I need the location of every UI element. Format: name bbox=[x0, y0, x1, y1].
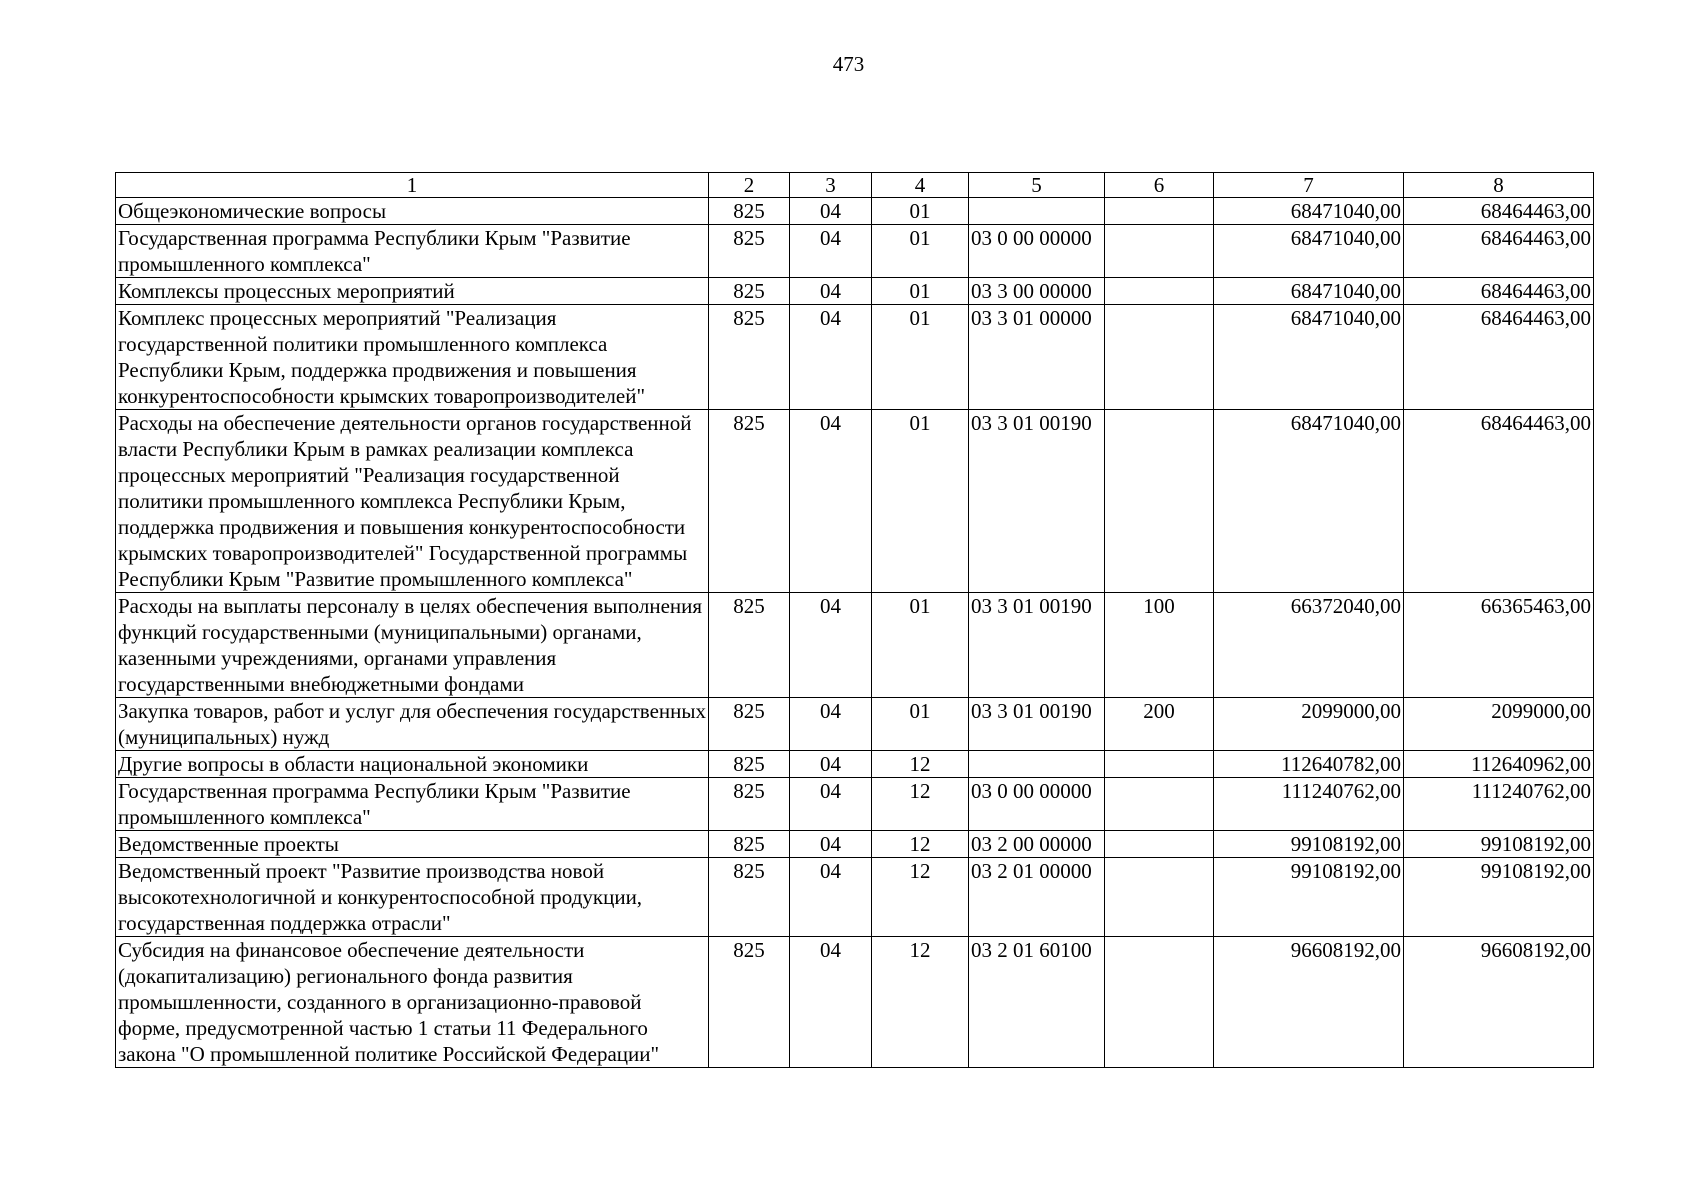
row-name-cell: Ведомственные проекты bbox=[116, 831, 709, 858]
row-expense-type-cell bbox=[1105, 937, 1214, 1068]
row-section-cell: 04 bbox=[790, 593, 872, 698]
row-section-cell: 04 bbox=[790, 858, 872, 937]
row-target-article-cell: 03 3 01 00000 bbox=[969, 305, 1105, 410]
table-row bbox=[116, 410, 1594, 593]
table-body bbox=[116, 173, 1594, 1068]
row-target-article-cell: 03 2 00 00000 bbox=[969, 831, 1105, 858]
row-subsection-cell: 12 bbox=[872, 751, 969, 778]
row-amount-7-cell: 111240762,00 bbox=[1214, 778, 1404, 831]
row-subsection-cell: 01 bbox=[872, 278, 969, 305]
row-amount-7-cell: 2099000,00 bbox=[1214, 698, 1404, 751]
row-name-cell: Государственная программа Республики Крым "Развитие промышленного комплекса" bbox=[116, 778, 709, 831]
row-expense-type-cell bbox=[1105, 225, 1214, 278]
row-admin-code-cell: 825 bbox=[709, 778, 790, 831]
row-target-article-cell: 03 2 01 60100 bbox=[969, 937, 1105, 1068]
row-admin-code-cell: 825 bbox=[709, 937, 790, 1068]
row-name-cell: Другие вопросы в области национальной экономики bbox=[116, 751, 709, 778]
row-amount-8-cell: 96608192,00 bbox=[1404, 937, 1594, 1068]
row-subsection-cell: 01 bbox=[872, 225, 969, 278]
row-admin-code-cell: 825 bbox=[709, 278, 790, 305]
row-admin-code-cell: 825 bbox=[709, 305, 790, 410]
row-amount-7-cell: 99108192,00 bbox=[1214, 858, 1404, 937]
row-subsection-cell: 12 bbox=[872, 937, 969, 1068]
row-amount-8-cell: 68464463,00 bbox=[1404, 305, 1594, 410]
row-subsection-cell: 12 bbox=[872, 858, 969, 937]
header-cell: 8 bbox=[1404, 173, 1594, 198]
table-row bbox=[116, 278, 1594, 305]
row-section-cell: 04 bbox=[790, 937, 872, 1068]
row-target-article-cell bbox=[969, 751, 1105, 778]
row-target-article-cell bbox=[969, 198, 1105, 225]
row-expense-type-cell: 100 bbox=[1105, 593, 1214, 698]
row-section-cell: 04 bbox=[790, 305, 872, 410]
row-section-cell: 04 bbox=[790, 778, 872, 831]
row-target-article-cell: 03 3 00 00000 bbox=[969, 278, 1105, 305]
table-row bbox=[116, 198, 1594, 225]
row-amount-8-cell: 68464463,00 bbox=[1404, 278, 1594, 305]
row-admin-code-cell: 825 bbox=[709, 410, 790, 593]
row-target-article-cell: 03 3 01 00190 bbox=[969, 410, 1105, 593]
row-amount-8-cell: 2099000,00 bbox=[1404, 698, 1594, 751]
row-admin-code-cell: 825 bbox=[709, 198, 790, 225]
row-amount-7-cell: 68471040,00 bbox=[1214, 410, 1404, 593]
header-cell: 6 bbox=[1105, 173, 1214, 198]
row-expense-type-cell: 200 bbox=[1105, 698, 1214, 751]
header-cell: 5 bbox=[969, 173, 1105, 198]
row-amount-8-cell: 68464463,00 bbox=[1404, 225, 1594, 278]
row-admin-code-cell: 825 bbox=[709, 858, 790, 937]
row-name-cell: Комплекс процессных мероприятий "Реализация государственной политики промышленного комплекса Республики Крым, поддержка продвижения и повышения конкурентоспособности крымских товаропроизводителей" bbox=[116, 305, 709, 410]
row-name-cell: Ведомственный проект "Развитие производства новой высокотехнологичной и конкурентоспособной продукции, государственная поддержка отрасли" bbox=[116, 858, 709, 937]
header-cell: 2 bbox=[709, 173, 790, 198]
header-cell: 3 bbox=[790, 173, 872, 198]
row-subsection-cell: 01 bbox=[872, 410, 969, 593]
row-section-cell: 04 bbox=[790, 198, 872, 225]
row-subsection-cell: 01 bbox=[872, 593, 969, 698]
row-section-cell: 04 bbox=[790, 278, 872, 305]
row-section-cell: 04 bbox=[790, 698, 872, 751]
row-subsection-cell: 01 bbox=[872, 698, 969, 751]
row-amount-7-cell: 68471040,00 bbox=[1214, 305, 1404, 410]
row-name-cell: Субсидия на финансовое обеспечение деятельности (докапитализацию) регионального фонда развития промышленности, созданного в организационно-правовой форме, предусмотренной частью 1 статьи 11 Федерального закона "О промышленной политике Российской Федерации" bbox=[116, 937, 709, 1068]
row-name-cell: Расходы на обеспечение деятельности органов государственной власти Республики Крым в рамках реализации комплекса процессных мероприятий "Реализация государственной политики промышленного комплекса Республики Крым, поддержка продвижения и повышения конкурентоспособности крымских товаропроизводителей" Государственной программы Республики Крым "Развитие промышленного комплекса" bbox=[116, 410, 709, 593]
row-subsection-cell: 01 bbox=[872, 198, 969, 225]
row-subsection-cell: 12 bbox=[872, 778, 969, 831]
row-name-cell: Государственная программа Республики Крым "Развитие промышленного комплекса" bbox=[116, 225, 709, 278]
row-amount-7-cell: 66372040,00 bbox=[1214, 593, 1404, 698]
row-target-article-cell: 03 0 00 00000 bbox=[969, 778, 1105, 831]
row-amount-8-cell: 112640962,00 bbox=[1404, 751, 1594, 778]
row-expense-type-cell bbox=[1105, 198, 1214, 225]
table-row bbox=[116, 937, 1594, 1068]
table-row bbox=[116, 698, 1594, 751]
row-name-cell: Общеэкономические вопросы bbox=[116, 198, 709, 225]
header-cell: 1 bbox=[116, 173, 709, 198]
table-row bbox=[116, 305, 1594, 410]
row-subsection-cell: 01 bbox=[872, 305, 969, 410]
table-row bbox=[116, 778, 1594, 831]
row-admin-code-cell: 825 bbox=[709, 225, 790, 278]
row-amount-7-cell: 68471040,00 bbox=[1214, 278, 1404, 305]
row-target-article-cell: 03 3 01 00190 bbox=[969, 698, 1105, 751]
row-amount-7-cell: 99108192,00 bbox=[1214, 831, 1404, 858]
row-expense-type-cell bbox=[1105, 831, 1214, 858]
row-amount-8-cell: 111240762,00 bbox=[1404, 778, 1594, 831]
page-number: 473 bbox=[832, 52, 865, 76]
row-section-cell: 04 bbox=[790, 225, 872, 278]
table-header-row bbox=[116, 173, 1594, 198]
row-admin-code-cell: 825 bbox=[709, 751, 790, 778]
row-name-cell: Закупка товаров, работ и услуг для обеспечения государственных (муниципальных) нужд bbox=[116, 698, 709, 751]
row-target-article-cell: 03 0 00 00000 bbox=[969, 225, 1105, 278]
row-expense-type-cell bbox=[1105, 778, 1214, 831]
row-amount-8-cell: 68464463,00 bbox=[1404, 198, 1594, 225]
row-admin-code-cell: 825 bbox=[709, 831, 790, 858]
row-amount-7-cell: 68471040,00 bbox=[1214, 225, 1404, 278]
row-name-cell: Расходы на выплаты персоналу в целях обеспечения выполнения функций государственными (муниципальными) органами, казенными учреждениями, органами управления государственными внебюджетными фондами bbox=[116, 593, 709, 698]
row-expense-type-cell bbox=[1105, 410, 1214, 593]
row-section-cell: 04 bbox=[790, 751, 872, 778]
row-target-article-cell: 03 3 01 00190 bbox=[969, 593, 1105, 698]
row-target-article-cell: 03 2 01 00000 bbox=[969, 858, 1105, 937]
table-row bbox=[116, 751, 1594, 778]
table-row bbox=[116, 831, 1594, 858]
row-admin-code-cell: 825 bbox=[709, 593, 790, 698]
row-subsection-cell: 12 bbox=[872, 831, 969, 858]
table-row bbox=[116, 593, 1594, 698]
row-expense-type-cell bbox=[1105, 305, 1214, 410]
row-amount-7-cell: 96608192,00 bbox=[1214, 937, 1404, 1068]
budget-table bbox=[115, 172, 1594, 1068]
table-row bbox=[116, 225, 1594, 278]
row-amount-8-cell: 99108192,00 bbox=[1404, 858, 1594, 937]
row-amount-7-cell: 112640782,00 bbox=[1214, 751, 1404, 778]
row-section-cell: 04 bbox=[790, 831, 872, 858]
table-row bbox=[116, 858, 1594, 937]
row-expense-type-cell bbox=[1105, 751, 1214, 778]
row-name-cell: Комплексы процессных мероприятий bbox=[116, 278, 709, 305]
row-admin-code-cell: 825 bbox=[709, 698, 790, 751]
row-amount-8-cell: 68464463,00 bbox=[1404, 410, 1594, 593]
row-expense-type-cell bbox=[1105, 278, 1214, 305]
row-amount-8-cell: 99108192,00 bbox=[1404, 831, 1594, 858]
row-amount-7-cell: 68471040,00 bbox=[1214, 198, 1404, 225]
row-amount-8-cell: 66365463,00 bbox=[1404, 593, 1594, 698]
header-cell: 7 bbox=[1214, 173, 1404, 198]
row-expense-type-cell bbox=[1105, 858, 1214, 937]
header-cell: 4 bbox=[872, 173, 969, 198]
row-section-cell: 04 bbox=[790, 410, 872, 593]
